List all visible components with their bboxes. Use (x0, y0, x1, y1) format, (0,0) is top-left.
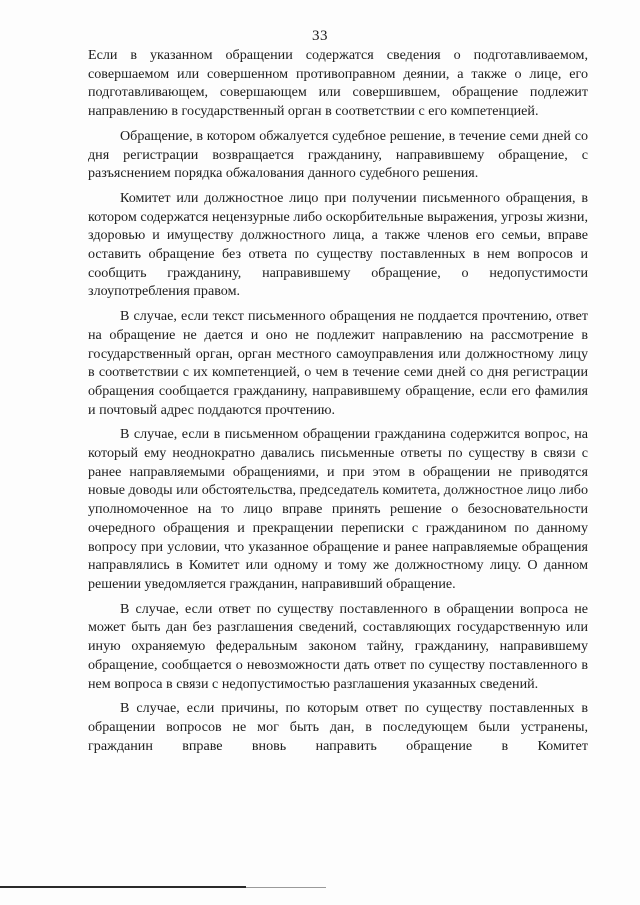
document-body (88, 46, 588, 761)
page-number: 33 (312, 28, 328, 44)
paragraph-state-secret: В случае, если ответ по существу поставленного в обращении вопроса не может быть дан без разглашения сведений, составляющих государственную или иную охраняемую федеральным законом тайну, гражданину, направившему обращение, сообщается о невозможности дать ответ по существу поставленного в нем вопроса в связи с недопустимостью разглашения указанных сведений. (88, 600, 588, 692)
paragraph-repeated-questions: В случае, если в письменном обращении гражданина содержится вопрос, на который ему неоднократно давались письменные ответы по существу в связи с ранее направляемыми обращениями, и при этом в обращении не приводятся новые доводы или обстоятельства, председатель комитета, должностное лицо либо уполномоченное на то лицо вправе принять решение о безосновательности очередного обращения и прекращении переписки с гражданином по данному вопросу при условии, что указанное обращение и ранее направляемые обращения направлялись в Комитет или одному и тому же должностному лицу. О данном решении уведомляется гражданин, направивший обращение. (88, 426, 588, 592)
paragraph-resubmission: В случае, если причины, по которым ответ по существу поставленных в обращении вопросов не мог быть дан, в последующем были устранены, гражданин вправе вновь направить обращение в Комитет (88, 700, 588, 754)
footer-divider-line (0, 886, 246, 888)
paragraph-court-decision-appeal: Обращение, в котором обжалуется судебное решение, в течение семи дней со дня регистрации возвращается гражданину, направившему обращение, с разъяснением порядка обжалования данного судебного решения. (88, 127, 588, 182)
paragraph-illegal-act-referral: Если в указанном обращении содержатся сведения о подготавливаемом, совершаемом или совершенном противоправном деянии, а также о лице, его подготавливающем, совершающем или совершившем, обращение подлежит направлению в государственный орган в соответствии с его компетенцией. (88, 47, 588, 120)
paragraph-offensive-language: Комитет или должностное лицо при получении письменного обращения, в котором содержатся нецензурные либо оскорбительные выражения, угрозы жизни, здоровью и имуществу должностного лица, а также членов его семьи, вправе оставить обращение без ответа по существу поставленных в нем вопросов и сообщить гражданину, направившему обращение, о недопустимости злоупотребления правом. (88, 189, 588, 300)
paragraph-illegible-text: В случае, если текст письменного обращения не поддается прочтению, ответ на обращение не дается и оно не подлежит направлению на рассмотрение в государственный орган, орган местного самоуправления или должностному лицу в соответствии с их компетенцией, о чем в течение семи дней со дня регистрации обращения сообщается гражданину, направившему обращение, если его фамилия и почтовый адрес поддаются прочтению. (88, 308, 588, 418)
footer-divider-fade (246, 887, 326, 888)
